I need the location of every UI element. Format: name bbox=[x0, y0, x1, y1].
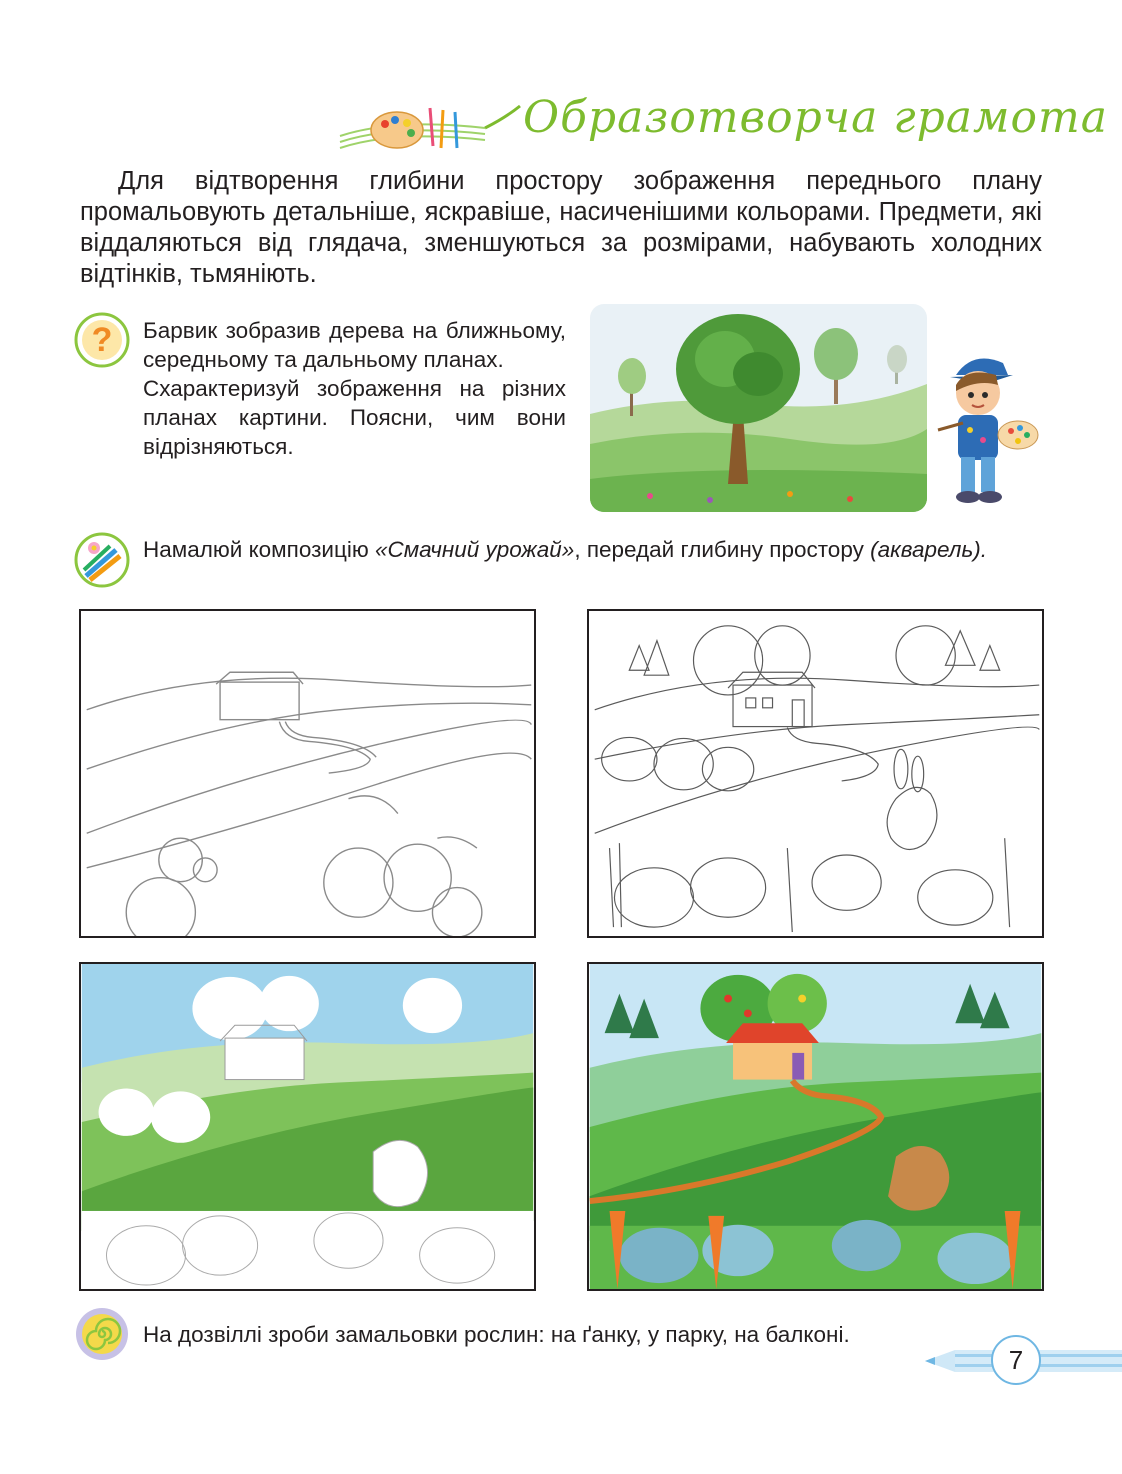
task-prefix: Намалюй композицію bbox=[143, 537, 375, 562]
page-number: 7 bbox=[991, 1335, 1041, 1385]
tree-planes-illustration bbox=[590, 304, 927, 512]
step-1-sketch-frame bbox=[79, 609, 536, 938]
question-line-2: Схарактеризуй зображення на різних планах картини. Поясни, чим вони відрізняються. bbox=[143, 376, 566, 459]
spiral-icon bbox=[74, 1306, 130, 1362]
task-middle: , передай глибину простору bbox=[574, 537, 871, 562]
intro-paragraph bbox=[80, 166, 1042, 290]
section-title: Образотворча грамота bbox=[523, 92, 1108, 143]
step-2-detailed-sketch-frame bbox=[587, 609, 1044, 938]
svg-text:?: ? bbox=[91, 321, 113, 359]
leisure-task: На дозвіллі зроби замальовки рослин: на ґанку, у парку, на балконі. bbox=[143, 1322, 850, 1347]
pencils-flower-icon bbox=[74, 532, 130, 588]
painter-boy-character bbox=[928, 345, 1043, 510]
question-block bbox=[143, 316, 566, 461]
intro-text: Для відтворення глибини простору зображення переднього плану промальовують детальніше, яскравіше, насиченішими кольорами. Предмети, які віддаляються від глядача, зменшуються за розмірами, набувають холодних відтінків, тьмяніють. bbox=[80, 167, 1042, 288]
step-3-painting-frame bbox=[79, 962, 536, 1291]
task-title: «Смачний урожай» bbox=[375, 537, 575, 562]
task-instruction bbox=[143, 535, 1043, 564]
task-material: (акварель). bbox=[870, 537, 988, 562]
question-mark-icon bbox=[74, 312, 130, 368]
step-4-finished-painting-frame bbox=[587, 962, 1044, 1291]
question-line-1: Барвик зобразив дерева на ближньому, середньому та дальньому планах. bbox=[143, 318, 566, 372]
section-heading bbox=[335, 92, 1108, 162]
palette-brushes-icon bbox=[335, 98, 525, 158]
